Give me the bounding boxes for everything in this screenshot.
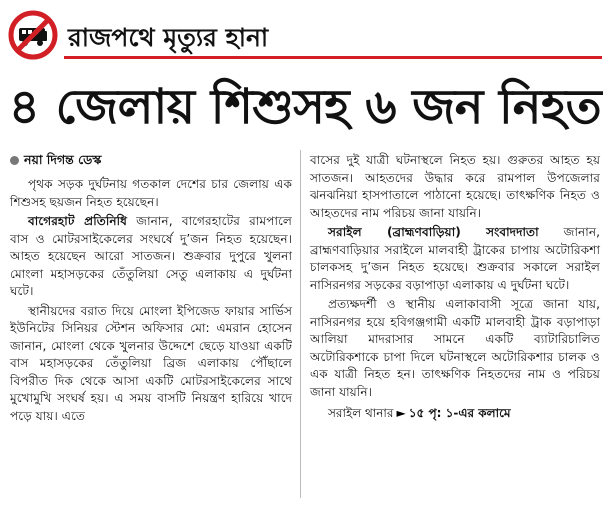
kicker-rule bbox=[64, 56, 602, 59]
continued-line bbox=[310, 405, 600, 423]
byline bbox=[10, 152, 101, 172]
bullet-icon bbox=[10, 156, 19, 165]
sarail-text: জানান, ব্রাহ্মণবাড়িয়ার সরাইলে মালবাহী ট্রাকের চাপায় অটোরিকশা চালকসহ দু’জন নিহত হয়েছে। শুক্রবার সকালে সরাইল নাসিরনগর সড়কের বড়াপাড়া এলাকায় এ দুর্ঘটনা ঘটে। bbox=[310, 225, 600, 292]
byline-text: নয়া দিগন্ত ডেস্ক bbox=[24, 152, 102, 167]
arrow-right-icon: ► bbox=[396, 406, 406, 420]
bagerhat-text: জানান, বাগেরহাটের রামপালে বাস ও মোটরসাইকেলের সংঘর্ষে দু’জন নিহত হয়েছেন। আহত হয়েছেন আরো সাতজন। শুক্রবার দুপুরে খুলনা মোংলা মহাসড়কের তেঁতুলিয়া সেতু এলাকায় এ দুর্ঘটনা ঘটে। bbox=[10, 214, 292, 298]
bagerhat-paragraph bbox=[10, 213, 292, 301]
sarail-detail-paragraph: প্রত্যক্ষদর্শী ও স্থানীয় এলাকাবাসী সূত্রে জানা যায়, নাসিরনগর হয়ে হবিগঞ্জগামী একটি মালবাহী ট্রাক বড়াপাড়া আলিয়া মাদরাসার সামনে একটি ব্যাটারিচালিত অটোরিকশাকে চাপা দিলে ঘটনাস্থলে অটোরিকশার চালক ও এক যাত্রী নিহত হন। তাৎক্ষণিক নিহতদের নাম ও পরিচয় জানা যায়নি। bbox=[310, 297, 600, 399]
headline: ৪ জেলায় শিশুসহ ৬ জন নিহত bbox=[8, 79, 602, 135]
bagerhat-detail-paragraph: স্থানীয়দের বরাত দিয়ে মোংলা ইপিজেড ফায়ার সার্ভিস ইউনিটের সিনিয়র স্টেশন অফিসার মো: এমরান হোসেন জানান, মোংলা থেকে খুলনার উদ্দেশে ছেড়ে যাওয়া একটি বাস মহাসড়কের তেঁতুলিয়া ব্রিজ এলাকায় পৌঁছালে বিপরীত দিক থেকে আসা একটি মোটরসাইকেলের সাথে মুখোমুখি সংঘর্ষ হয়। এ সময় বাসটি নিয়ন্ত্রণ হারিয়ে খাদে পড়ে যায়। এতে bbox=[10, 303, 292, 423]
section-kicker bbox=[8, 10, 602, 62]
sarail-dateline: সরাইল (ব্রাহ্মণবাড়িয়া) সংবাদদাতা bbox=[328, 225, 539, 239]
intro-paragraph: পৃথক সড়ক দুর্ঘটনায় গতকাল দেশের চার জেলায় এক শিশুসহ ছয়জন নিহত হয়েছেন। bbox=[10, 177, 292, 209]
kicker-title: রাজপথে মৃত্যুর হানা bbox=[68, 23, 269, 52]
bagerhat-dateline: বাগেরহাট প্রতিনিধি bbox=[28, 214, 127, 228]
left-column bbox=[10, 176, 292, 425]
bagerhat-continued-paragraph: বাসের দুই যাত্রী ঘটনাস্থলে নিহত হয়। গুরুতর আহত হয় সাতজন। আহতদের উদ্ধার করে রামপাল উপজেলার ঝনঝনিয়া হাসপাতালে পাঠানো হয়েছে। তাৎক্ষণিক নিহত ও আহতদের নাম পরিচয় জানা যায়নি। bbox=[310, 153, 600, 220]
right-column bbox=[310, 152, 600, 423]
column-divider bbox=[300, 150, 301, 498]
road-accident-icon bbox=[8, 10, 58, 60]
sarail-paragraph bbox=[310, 224, 600, 294]
continued-text: সরাইল থানার bbox=[328, 406, 394, 420]
continued-ref-link[interactable]: ১৫ পৃ: ১-এর কলামে bbox=[408, 406, 511, 420]
